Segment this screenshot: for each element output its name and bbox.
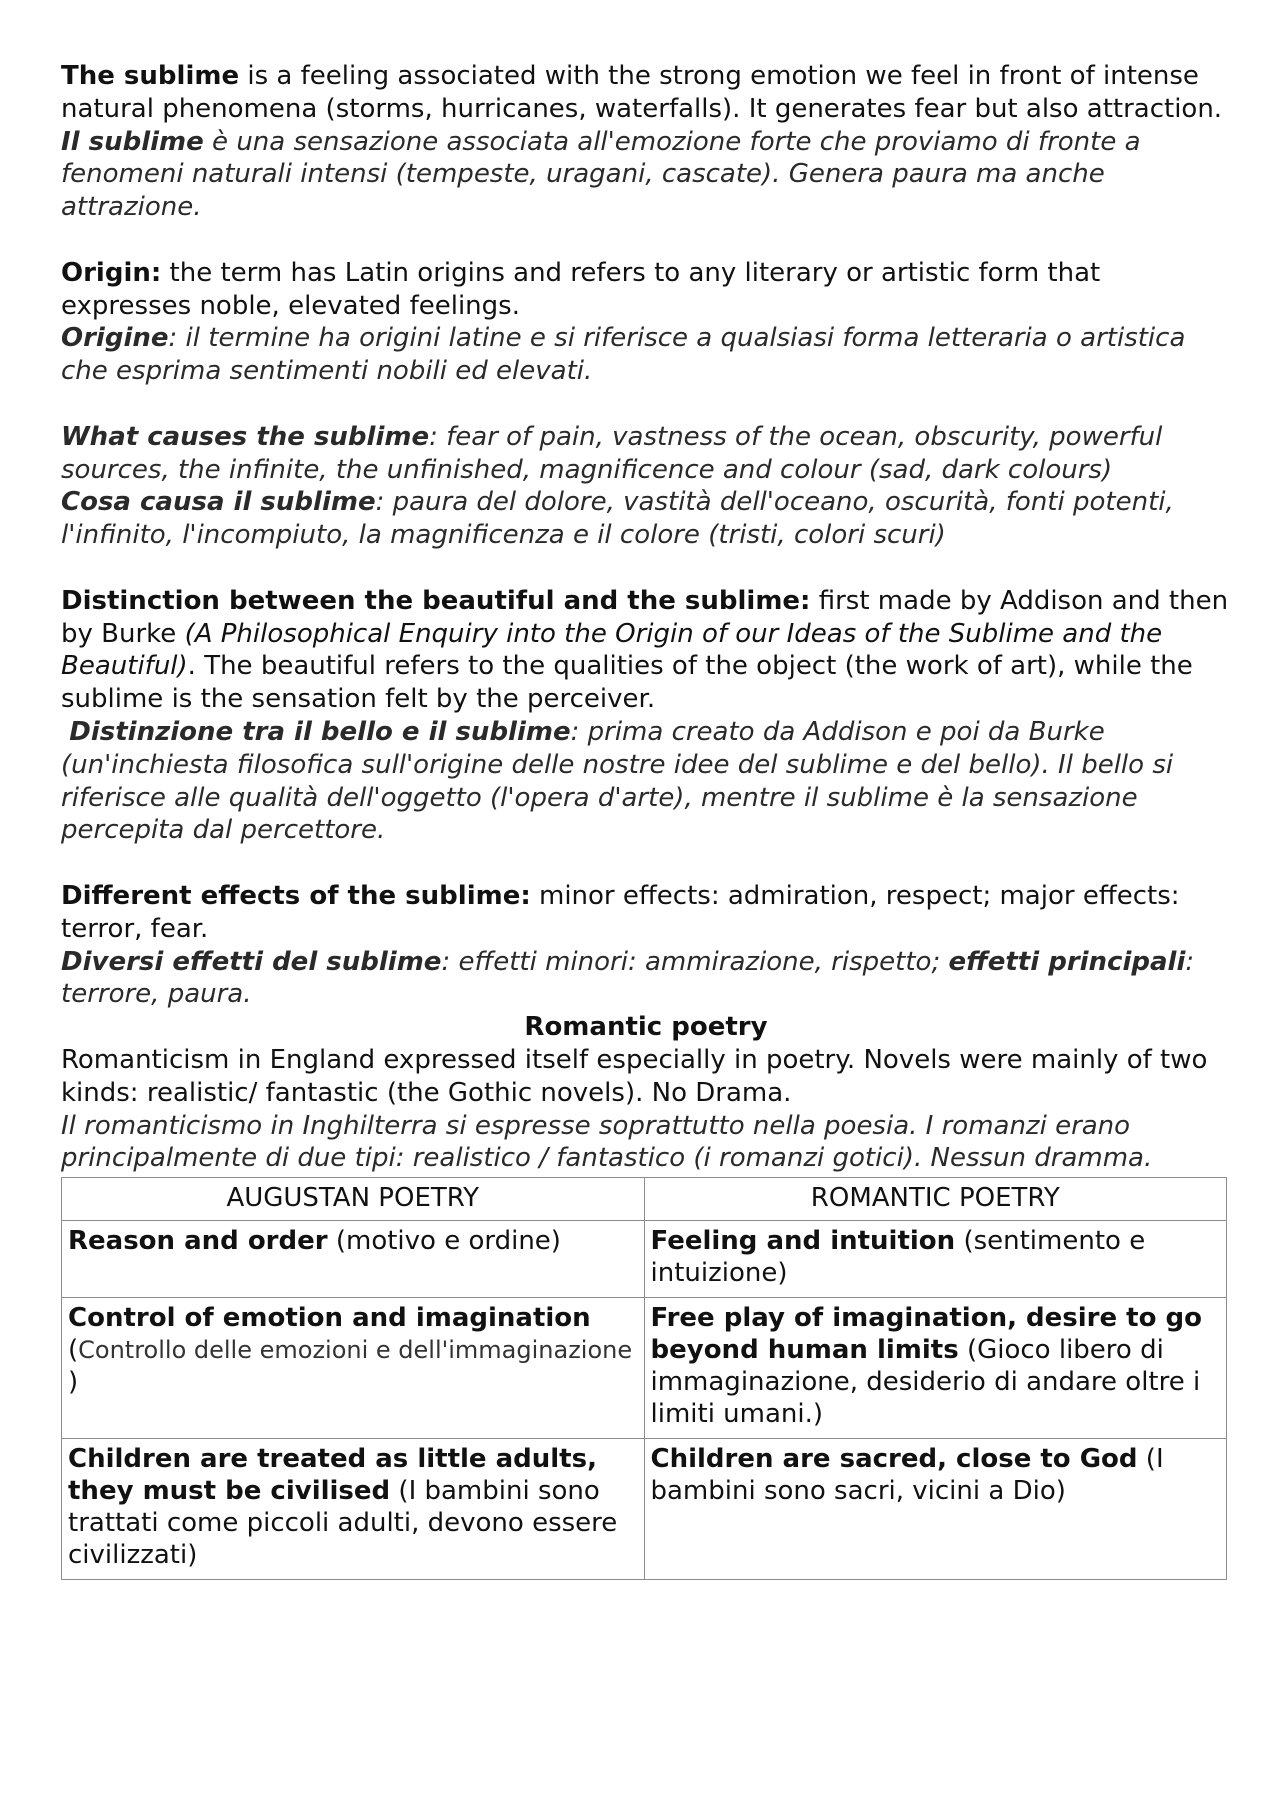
term-bold: Distinction between the beautiful and the sublime: [61, 585, 811, 616]
term-bold: Diversi effetti del sublime [61, 946, 442, 977]
document-page [61, 60, 1231, 1580]
causes-it: Cosa causa il sublime: paura del dolore, vastità dell'oceano, oscurità, fonti potenti, l'infinito, l'incompiuto, la magnificenza e il colore (tristi, colori scuri) [61, 487, 1174, 551]
term-bold: Il sublime [61, 126, 204, 157]
origin-en: Origin: the term has Latin origins and refers to any literary or artistic form that expresses noble, elevated feelings. [61, 257, 1101, 321]
term-bold: Distinzione tra il bello e il sublime [69, 716, 571, 747]
book-title: (A Philosophical Enquiry into the Origin of our Ideas of the Sublime and the Beautiful) [61, 618, 1163, 682]
term-bold: Different effects of the sublime: [61, 880, 531, 911]
table-cell: Reason and order (motivo e ordine) [62, 1221, 645, 1298]
effects-it: Diversi effetti del sublime: effetti minori: ammirazione, rispetto; effetti principali: terrore, paura. [61, 946, 1195, 1010]
term-bold: Origine [61, 323, 169, 354]
sublime-definition-it: Il sublime è una sensazione associata all'emozione forte che proviamo di fronte a fenomeni naturali intensi (tempeste, uragani, cascate). Genera paura ma anche attrazione. [61, 126, 1141, 223]
table-cell: Children are treated as little adults, they must be civilised (I bambini sono trattati come piccoli adulti, devono essere civilizzati) [62, 1439, 645, 1580]
table-row [62, 1439, 1227, 1580]
table-row [62, 1221, 1227, 1298]
term-bold: What causes the sublime [61, 421, 430, 452]
causes-en: What causes the sublime: fear of pain, vastness of the ocean, obscurity, powerful sources, the infinite, the unfinished, magnificence and colour (sad, dark colours) [61, 421, 1163, 485]
table-cell: Feeling and intuition (sentimento e intuizione) [644, 1221, 1227, 1298]
table-header-row [62, 1178, 1227, 1221]
table-cell: Control of emotion and imagination (Controllo delle emozioni e dell'immaginazione ) [62, 1298, 645, 1439]
column-header-augustan: AUGUSTAN POETRY [62, 1178, 645, 1221]
term-bold: The sublime [61, 61, 240, 91]
comparison-table [61, 1177, 1227, 1580]
origin-it: Origine: il termine ha origini latine e si riferisce a qualsiasi forma letteraria o artistica che esprima sentimenti nobili ed elevati. [61, 323, 1186, 387]
distinction-en: Distinction between the beautiful and the sublime: first made by Addison and then by Burke (A Philosophical Enquiry into the Origin of our Ideas of the Sublime and the Beautiful). The beautiful refers to the qualities of the object (the work of art), while the sublime is the sensation felt by the perceiver. [61, 585, 1229, 715]
distinction-it: Distinzione tra il bello e il sublime: prima creato da Addison e poi da Burke (un'inchiesta filosofica sull'origine delle nostre idee del sublime e del bello). Il bello si riferisce alle qualità dell'oggetto (l'opera d'arte), mentre il sublime è la sensazione percepita dal percettore. [61, 716, 1174, 846]
term-bold: Cosa causa il sublime [61, 487, 376, 518]
section-title: Romantic poetry [524, 1012, 768, 1043]
romantic-intro-en: Romanticism in England expressed itself especially in poetry. Novels were mainly of two kinds: realistic/ fantastic (the Gothic novels). No Drama. [61, 1044, 1208, 1108]
table-cell: Children are sacred, close to God (I bambini sono sacri, vicini a Dio) [644, 1439, 1227, 1580]
table-cell: Free play of imagination, desire to go beyond human limits (Gioco libero di immaginazione, desiderio di andare oltre i limiti umani.) [644, 1298, 1227, 1439]
sublime-definition-en: The sublime is a feeling associated with the strong emotion we feel in front of intense natural phenomena (storms, hurricanes, waterfalls). It generates fear but also attraction. [61, 61, 1223, 124]
term-bold: Origin: [61, 257, 162, 288]
column-header-romantic: ROMANTIC POETRY [644, 1178, 1227, 1221]
romantic-intro-it: Il romanticismo in Inghilterra si espresse soprattutto nella poesia. I romanzi erano principalmente di due tipi: realistico / fantastico (i romanzi gotici). Nessun dramma. [61, 1110, 1153, 1174]
table-row [62, 1298, 1227, 1439]
term-bold: effetti principali [948, 946, 1186, 977]
effects-en: Different effects of the sublime: minor effects: admiration, respect; major effects: terror, fear. [61, 880, 1180, 944]
